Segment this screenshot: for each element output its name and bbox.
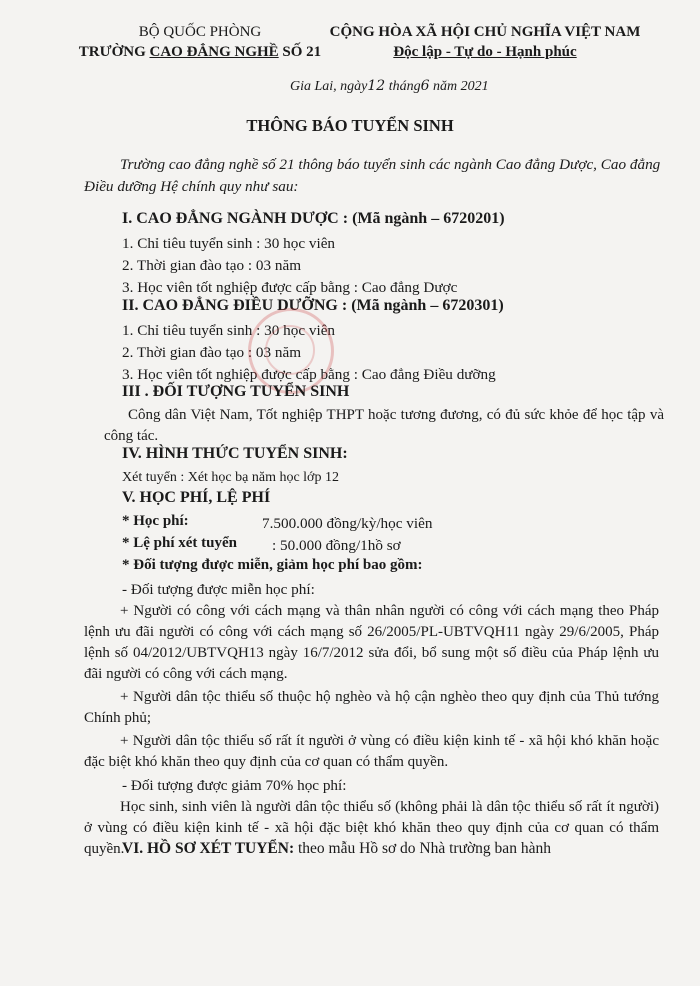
section1-item-2: 2. Thời gian đào tạo : 03 năm [122,257,302,274]
header-right [305,22,665,62]
section6 [122,840,551,858]
school-name-post: SỐ 21 [278,44,322,60]
school-name [70,42,330,62]
section2-item-3: 3. Học viên tốt nghiệp được cấp bằng : Cao đẳng Điều dưỡng [122,366,496,383]
school-name-pre: TRƯỜNG [78,44,150,60]
reduction-intro: - Đối tượng được giảm 70% học phí: [122,777,347,794]
section6-text: theo mẫu Hồ sơ do Nhà trường ban hành [294,840,551,857]
tuition-value: 7.500.000 đồng/kỳ/học viên [262,515,433,532]
date-year: 2021 [460,79,489,94]
section2-item-2: 2. Thời gian đào tạo : 03 năm [122,344,302,361]
exemption-intro: - Đối tượng được miễn học phí: [122,581,315,598]
national-motto: Độc lập - Tự do - Hạnh phúc [393,44,577,60]
exemption-item-2: + Người dân tộc thiểu số thuộc hộ nghèo và hộ cận nghèo theo quy định của Thủ tướng Chính phủ; [84,689,659,726]
document-title: THÔNG BÁO TUYỂN SINH [246,116,454,135]
section2-heading: II. CAO ĐẲNG ĐIỀU DƯỠNG : (Mã ngành – 6720301) [122,297,504,314]
exemption-item-1: + Người có công với cách mạng và thân nhân người có công với cách mạng theo Pháp lệnh ưu đãi người có công với cách mạng số 26/2005/PL-UBTVQH11 ngày 29/6/2005, Pháp lệnh số 04/2012/UBTVQH13 ngày 16/7/2012 sửa đổi, bổ sung một số điều của Pháp lệnh ưu đãi người có công với cách mạng. [84,603,659,682]
intro-paragraph: Trường cao đẳng nghề số 21 thông báo tuyển sinh các ngành Cao đẳng Dược, Cao đẳng Điều dưỡng Hệ chính quy như sau: [84,156,661,195]
exemption-item-3: + Người dân tộc thiểu số rất ít người ở vùng có điều kiện kinh tế - xã hội khó khăn hoặc đặc biệt khó khăn theo quy định của cơ quan có thẩm quyền. [84,733,659,770]
section6-heading: VI. HỒ SƠ XÉT TUYỂN: [122,840,295,857]
section3-heading: III . ĐỐI TƯỢNG TUYỂN SINH [122,383,350,400]
section4-heading: IV. HÌNH THỨC TUYỂN SINH: [122,445,348,462]
ministry-name: BỘ QUỐC PHÒNG [138,24,262,40]
section3-text: Công dân Việt Nam, Tốt nghiệp THPT hoặc tương đương, có đủ sức khỏe để học tập và công tác. [104,407,664,444]
issue-date [290,78,489,95]
section5-heading: V. HỌC PHÍ, LỆ PHÍ [122,489,271,506]
date-year-word: năm [433,79,458,94]
section4-text: Xét tuyển : Xét học bạ năm học lớp 12 [122,470,339,485]
tuition-label: * Học phí: [122,513,189,529]
header-left [70,22,330,62]
section2-item-1: 1. Chỉ tiêu tuyển sinh : 30 học viên [122,322,336,339]
date-day: 12 [367,78,386,94]
reduction-item-1: Học sinh, sinh viên là người dân tộc thiểu số (không phải là dân tộc thiểu số rất ít người) ở vùng có điều kiện kinh tế - xã hội đặc biệt khó khăn theo quy định của cơ quan có thẩm quyền. [84,799,659,857]
date-place: Gia Lai, ngày [290,79,368,94]
seal-stamp [248,308,334,394]
country-name: CỘNG HÒA XÃ HỘI CHỦ NGHĨA VIỆT NAM [329,24,641,40]
section1-item-1: 1. Chỉ tiêu tuyển sinh : 30 học viên [122,235,336,252]
date-month: 6 [420,78,430,94]
exemption-heading: * Đối tượng được miễn, giảm học phí bao gồm: [122,557,423,573]
application-fee-value: : 50.000 đồng/1hồ sơ [272,537,401,554]
school-name-underlined: CAO ĐẲNG NGHỀ [149,44,279,60]
section1-item-3: 3. Học viên tốt nghiệp được cấp bằng : Cao đẳng Dược [122,279,458,296]
application-fee-label: * Lệ phí xét tuyển [122,535,238,551]
section1-heading: I. CAO ĐẲNG NGÀNH DƯỢC : (Mã ngành – 6720201) [122,210,505,227]
date-month-word: tháng [388,79,421,94]
